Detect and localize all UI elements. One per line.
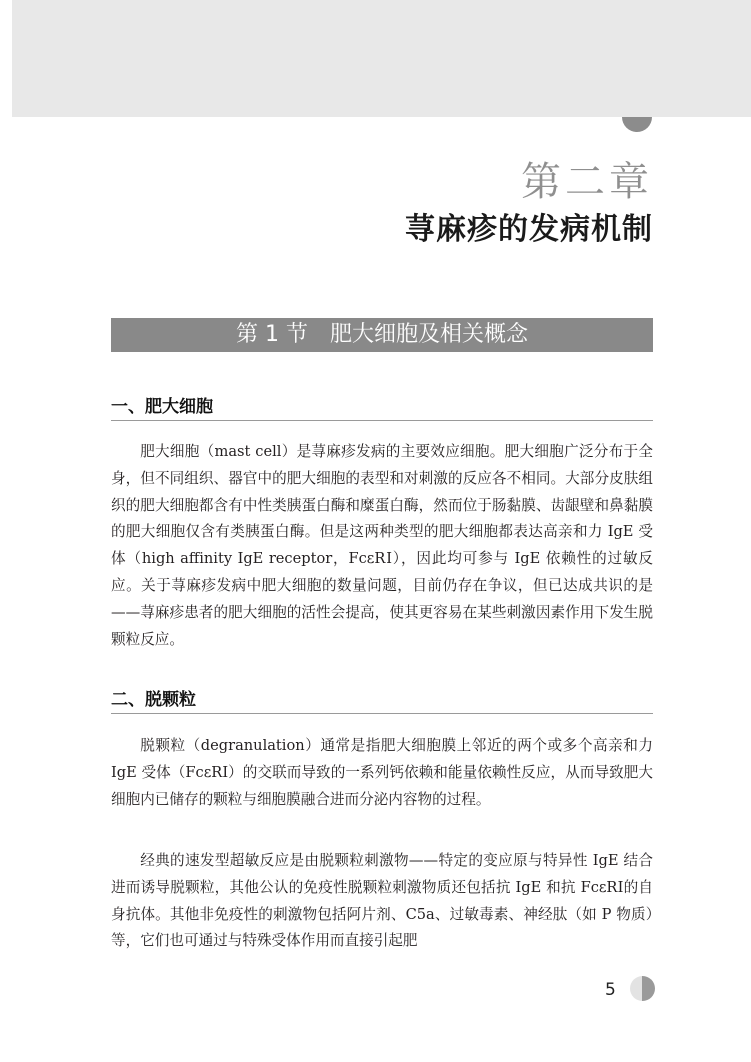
chapter-number: 第二章 xyxy=(521,159,653,205)
page-number-circle-icon xyxy=(630,976,655,1001)
section-title: 肥大细胞及相关概念 xyxy=(329,322,528,347)
section-number: 第 1 节 xyxy=(236,322,308,347)
section-heading-bar xyxy=(111,318,653,352)
decorative-circle-icon xyxy=(622,102,652,132)
paragraph-mast-cell: 肥大细胞（mast cell）是荨麻疹发病的主要效应细胞。肥大细胞广泛分布于全身，但不同组织、器官中的肥大细胞的表型和对刺激的反应各不相同。大部分皮肤组织的肥大细胞都含有中性类胰蛋白酶和糜蛋白酶，然而位于肠黏膜、齿龈壁和鼻黏膜的肥大细胞仅含有类胰蛋白酶。但是这两种类型的肥大细胞都表达高亲和力 IgE 受体（high affinity IgE receptor，FcεRⅠ），因此均可参与 IgE 依赖性的过敏反应。关于荨麻疹发病中肥大细胞的数量问题，目前仍存在争议，但已达成共识的是——荨麻疹患者的肥大细胞的活性会提高，使其更容易在某些刺激因素作用下发生脱颗粒反应。 xyxy=(111,443,653,648)
page-number: 5 xyxy=(605,980,616,1000)
chapter-title: 荨麻疹的发病机制 xyxy=(405,212,653,247)
header-band xyxy=(12,0,751,117)
subsection-heading-degranulation: 二、脱颗粒 xyxy=(111,689,653,714)
paragraph-hypersensitivity: 经典的速发型超敏反应是由脱颗粒刺激物——特定的变应原与特异性 IgE 结合进而诱导脱颗粒，其他公认的免疫性脱颗粒刺激物质还包括抗 IgE 和抗 FcεRⅠ的自身抗体。其他非免疫性的刺激物包括阿片剂、C5a、过敏毒素、神经肽（如 P 物质）等，它们也可通过与特殊受体作用而直接引起肥 xyxy=(111,852,653,950)
paragraph-degranulation-definition: 脱颗粒（degranulation）通常是指肥大细胞膜上邻近的两个或多个高亲和力 IgE 受体（FcεRⅠ）的交联而导致的一系列钙依赖和能量依赖性反应，从而导致肥大细胞内已储存的颗粒与细胞膜融合进而分泌内容物的过程。 xyxy=(111,737,653,808)
subsection-heading-mast-cell: 一、肥大细胞 xyxy=(111,396,653,421)
